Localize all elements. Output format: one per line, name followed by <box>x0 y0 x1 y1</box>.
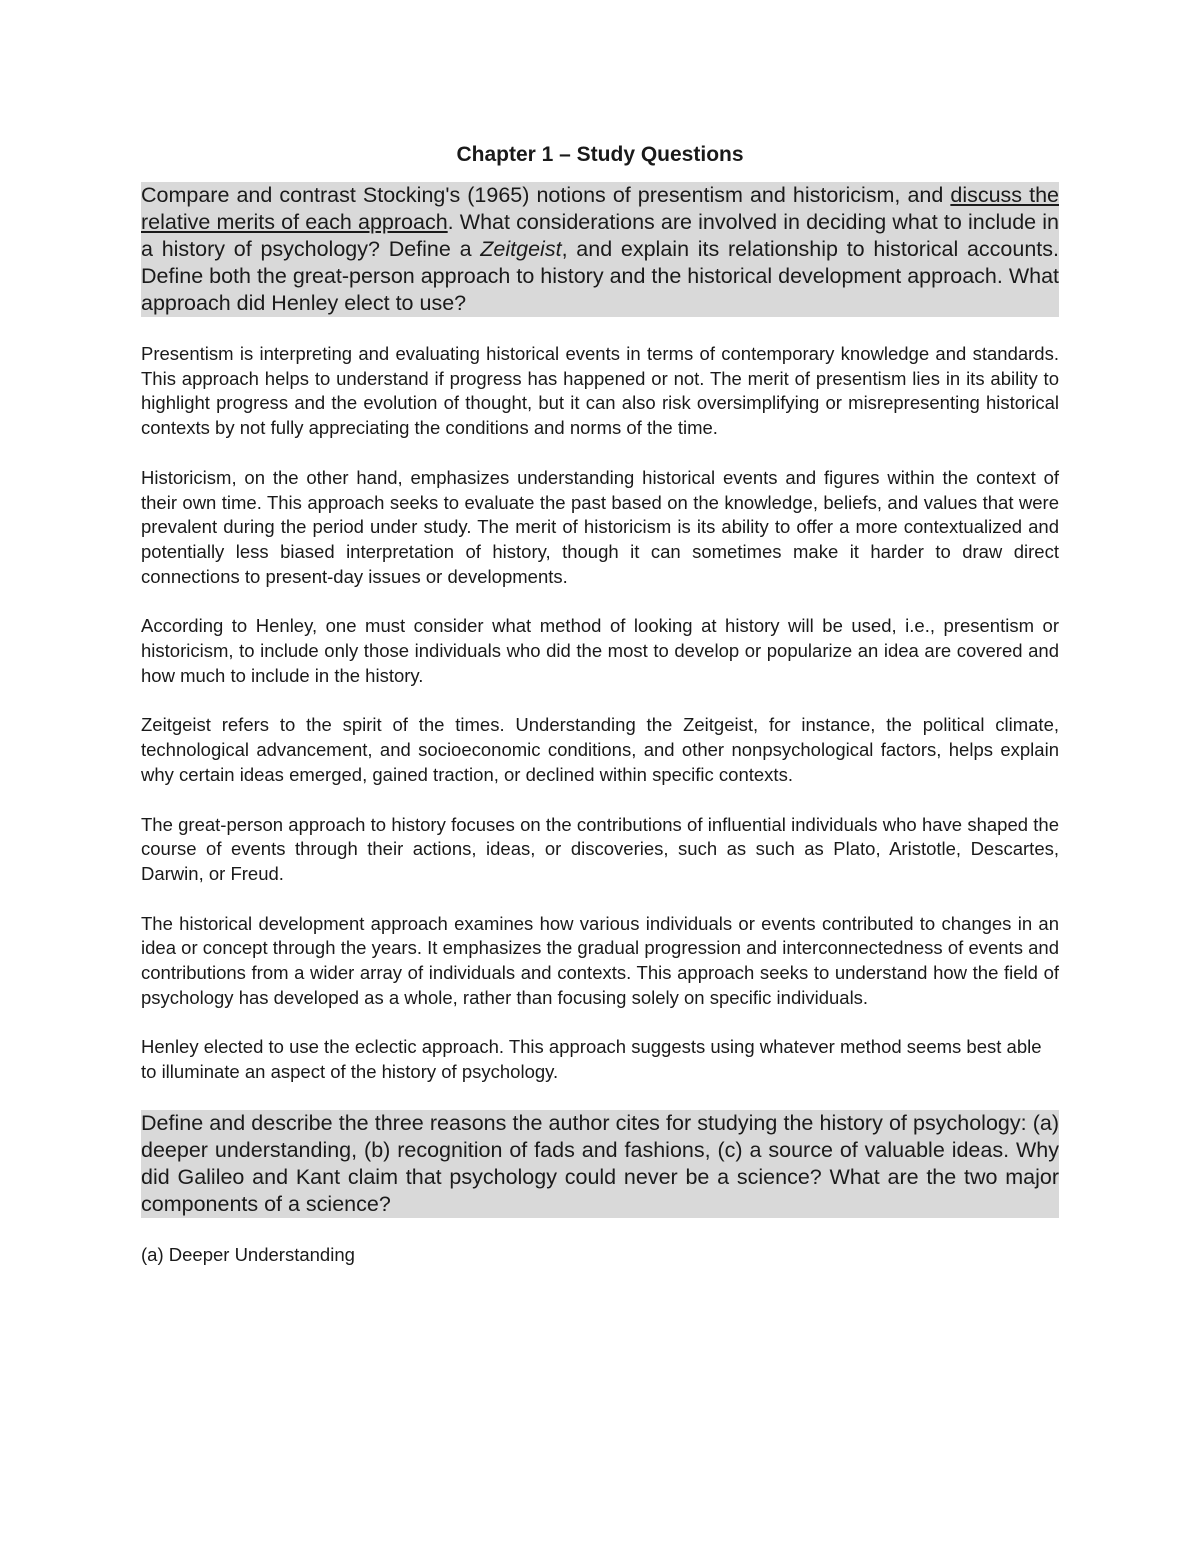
answer-paragraph-eclectic: Henley elected to use the eclectic approach. This approach suggests using whatever method seems best able to illuminate an aspect of the history of psychology. <box>141 1036 1042 1083</box>
answer-paragraph-historical-development: The historical development approach examines how various individuals or events contributed to changes in an idea or concept through the years. It emphasizes the gradual progression and interconnectedness of events and contributions from a wider array of individuals and contexts. This approach seeks to understand how the field of psychology has developed as a whole, rather than focusing solely on specific individuals. <box>141 912 1059 1008</box>
answer-paragraph-zeitgeist: Zeitgeist refers to the spirit of the times. Understanding the Zeitgeist, for instance, the political climate, technological advancement, and socioeconomic conditions, and other nonpsychological factors, helps explain why certain ideas emerged, gained traction, or declined within specific contexts. <box>141 714 1059 785</box>
question-1-text-end: , and explain its relationship to historical accounts. Define both the great-person approach to history and the historical development approach. What approach did Henley elect to use? <box>141 237 1059 315</box>
answer-paragraph-presentism: Presentism is interpreting and evaluating historical events in terms of contemporary knowledge and standards. This approach helps to understand if progress has happened or not. The merit of presentism lies in its ability to highlight progress and the evolution of thought, but it can also risk oversimplifying or misrepresenting historical contexts by not fully appreciating the conditions and norms of the time. <box>141 343 1059 439</box>
answer-paragraph-considerations: According to Henley, one must consider what method of looking at history will be used, i.e., presentism or historicism, to include only those individuals who did the most to develop or popularize an idea are covered and how much to include in the history. <box>141 615 1059 686</box>
question-1-italic-term: Zeitgeist <box>480 237 562 261</box>
question-1-text: Compare and contrast Stocking's (1965) notions of presentism and historicism, and <box>141 183 951 207</box>
study-question-2: Define and describe the three reasons the author cites for studying the history of psychology: (a) deeper understanding, (b) recognition of fads and fashions, (c) a source of valuable ideas. Why did Galileo and Kant claim that psychology could never be a science? What are the two major components of a science? <box>141 1110 1059 1216</box>
document-page <box>141 140 1059 1268</box>
answer-paragraph-great-person: The great-person approach to history focuses on the contributions of influential individuals who have shaped the course of events through their actions, ideas, or discoveries, such as such as Plato, Aristotle, Descartes, Darwin, or Freud. <box>141 813 1059 884</box>
question-1-underlined-text: discuss the relative merits of each approach <box>141 183 1059 234</box>
study-question-1 <box>141 182 1059 317</box>
answer-paragraph-historicism: Historicism, on the other hand, emphasizes understanding historical events and figures within the context of their own time. This approach seeks to evaluate the past based on the knowledge, beliefs, and values that were prevalent during the period under study. The merit of historicism is its ability to offer a more contextualized and potentially less biased interpretation of history, though it can sometimes make it harder to draw direct connections to present-day issues or developments. <box>141 466 1059 587</box>
page-title: Chapter 1 – Study Questions <box>456 143 744 166</box>
subheading-deeper-understanding: (a) Deeper Understanding <box>141 1243 355 1265</box>
question-1-text-continued: . What considerations are involved in deciding what to include in a history of psychology? Define a <box>141 210 1059 261</box>
